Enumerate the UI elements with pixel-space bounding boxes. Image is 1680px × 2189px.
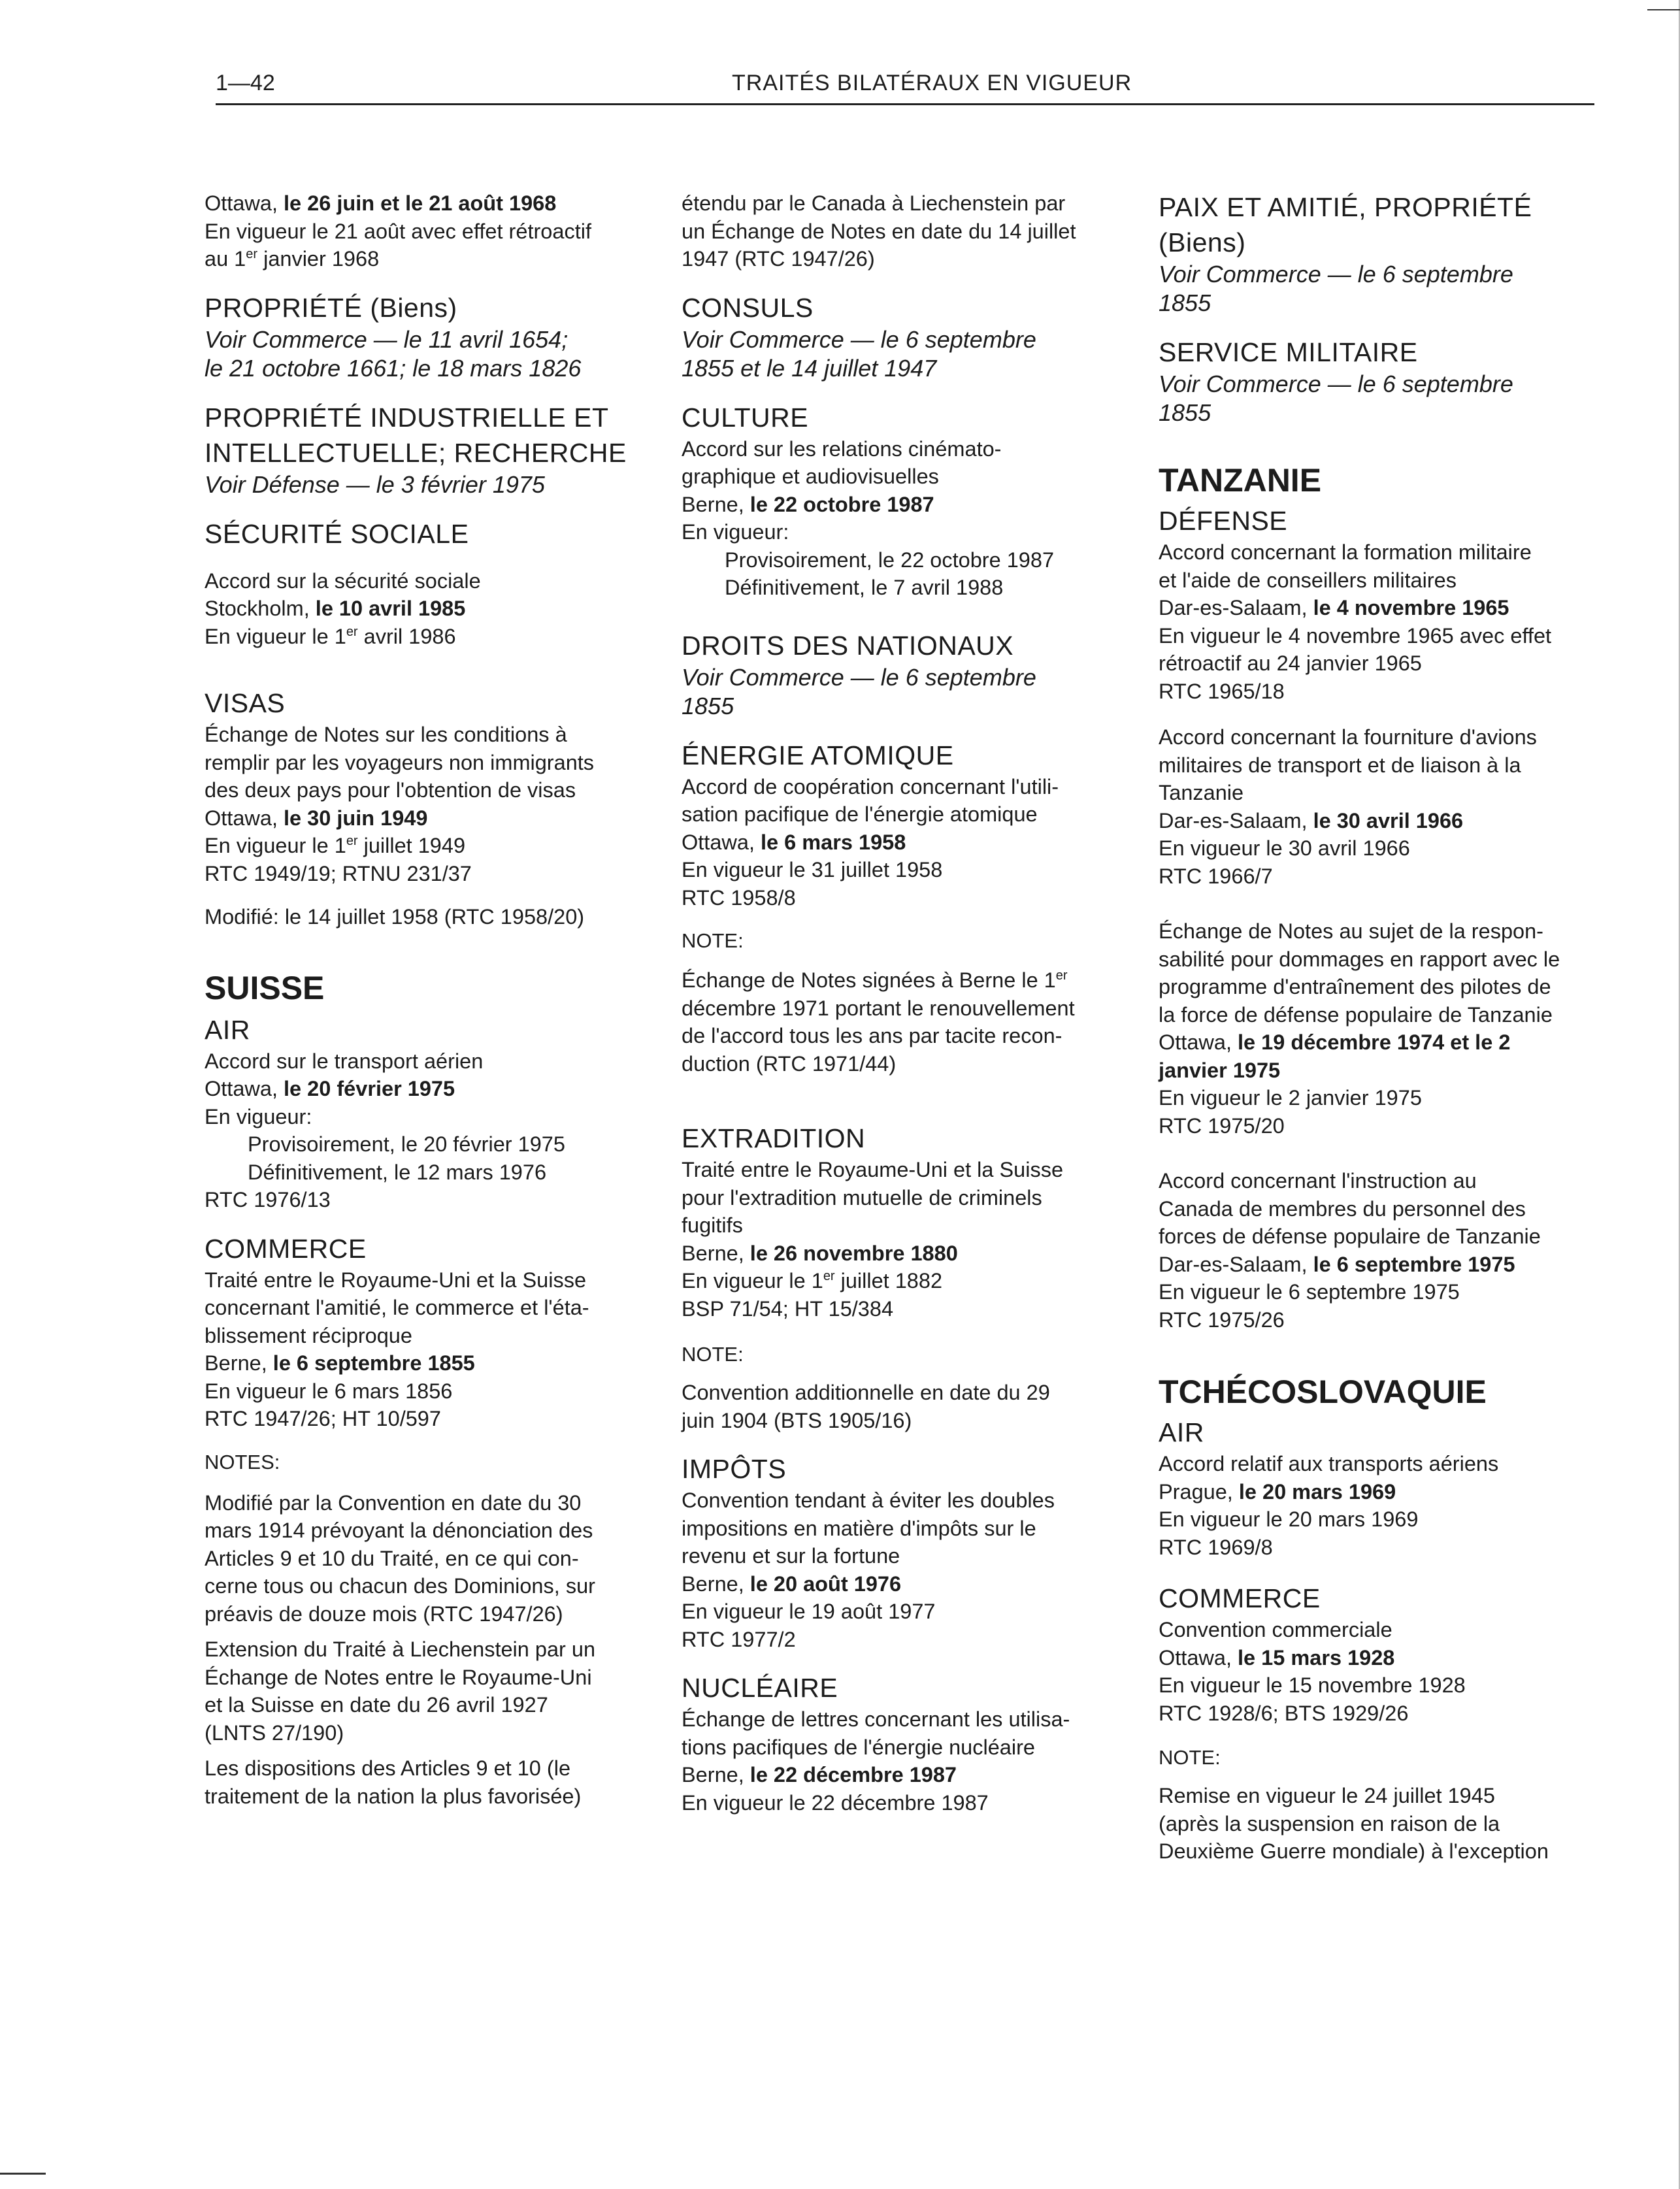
section-heading: DÉFENSE — [1159, 506, 1288, 536]
note-item: Remise en vigueur le 24 juillet 1945 (après la suspension en raison de la Deuxième Guerre mondiale) à l'exception — [1159, 1784, 1549, 1863]
section-heading: SÉCURITÉ SOCIALE — [205, 518, 469, 549]
notes-label: NOTE: — [682, 929, 744, 952]
section-securite-sociale: SÉCURITÉ SOCIALE Accord sur la sécurité sociale Stockholm, le 10 avril 1985 En vigueur le 1er avril 1986 — [205, 516, 662, 651]
section-propriete-industrielle — [205, 400, 662, 499]
section-commerce: COMMERCE Traité entre le Royaume-Uni et la Suisse concernant l'amitié, le commerce et l'éta- blissement réciproque Berne, le 6 septembre 1855 En vigueur le 6 mars 1856 RTC 1947/26; HT 10/597 NOTES: Modifié par la Convention en date du 30 mars 1914 prévoyant la dénonciation des Articles 9 et 10 du Traité, en ce qui con- cerne tous ou chacun des Dominions, sur préavis de douze mois (RTC 1947/26) Extension du Traité à Liechenstein par un Échange de Notes entre le Royaume-Uni et la Suisse en date du 26 avril 1927 (LNTS 27/190) Les dispositions des Articles 9 et 10 (le traitement de la nation la plus favorisée) — [205, 1231, 662, 1811]
country-heading-tchecoslovaquie: TCHÉCOSLOVAQUIE — [1159, 1374, 1487, 1410]
section-visas: VISAS Échange de Notes sur les conditions à remplir par les voyageurs non immigrants des deux pays pour l'obtention de visas Ottawa, le 30 juin 1949 En vigueur le 1er juillet 1949 RTC 1949/19; RTNU 231/37 Modifié: le 14 juillet 1958 (RTC 1958/20) — [205, 685, 662, 931]
section-heading: COMMERCE — [205, 1233, 367, 1264]
notes-label: NOTE: — [682, 1343, 744, 1366]
page-number: 1—42 — [216, 71, 275, 95]
cross-reference: Voir Commerce — le 6 septembre — [1159, 370, 1513, 397]
cross-reference: 1855 — [1159, 399, 1211, 426]
column-3 — [1159, 189, 1616, 1866]
section-heading: INTELLECTUELLE; RECHERCHE — [205, 437, 627, 468]
section-nucleaire: NUCLÉAIRE Échange de lettres concernant les utilisa- tions pacifiques de l'énergie nucléaire Berne, le 22 décembre 1987 En vigueur le 22 décembre 1987 — [682, 1670, 1139, 1817]
bottom-mark — [0, 2173, 46, 2175]
section-extradition: EXTRADITION Traité entre le Royaume-Uni et la Suisse pour l'extradition mutuelle de criminels fugitifs Berne, le 26 novembre 1880 En vigueur le 1er juillet 1882 BSP 71/54; HT 15/384 NOTE: Convention additionnelle en date du 29 juin 1904 (BTS 1905/16) — [682, 1121, 1139, 1434]
section-consuls — [682, 290, 1139, 383]
notes-label: NOTES: — [205, 1450, 280, 1473]
country-heading-suisse: SUISSE — [205, 969, 325, 1006]
notes-label: NOTE: — [1159, 1746, 1221, 1769]
entry-carryover: Ottawa, le 26 juin et le 21 août 1968 En vigueur le 21 août avec effet rétroactif au 1er janvier 1968 — [205, 191, 591, 271]
cross-reference: Voir Commerce — le 6 septembre — [682, 663, 1036, 691]
running-title: TRAITÉS BILATÉRAUX EN VIGUEUR — [732, 71, 1132, 95]
note-item: Convention additionnelle en date du 29 juin 1904 (BTS 1905/16) — [682, 1381, 1050, 1432]
section-heading: NUCLÉAIRE — [682, 1673, 838, 1703]
entry-carryover: étendu par le Canada à Liechenstein par un Échange de Notes en date du 14 juillet 1947 (RTC 1947/26) — [682, 191, 1076, 271]
treaty-entry: Accord concernant l'instruction au Canada de membres du personnel des forces de défense populaire de Tanzanie Dar-es-Salaam, le 6 septembre 1975 En vigueur le 6 septembre 1975 RTC 1975/26 — [1159, 1169, 1541, 1332]
treaty-entry: Échange de Notes au sujet de la respon- sabilité pour dommages en rapport avec le programme d'entraînement des pilotes de la force de défense populaire de Tanzanie Ottawa, le 19 décembre 1974 et le 2 janvier 1975 En vigueur le 2 janvier 1975 RTC 1975/20 — [1159, 919, 1560, 1138]
section-air: AIR Accord relatif aux transports aériens Prague, le 20 mars 1969 En vigueur le 20 mars 1969 RTC 1969/8 — [1159, 1415, 1616, 1561]
section-heading: PROPRIÉTÉ (Biens) — [205, 292, 457, 323]
cross-reference: Voir Défense — le 3 février 1975 — [205, 470, 545, 498]
note-item: Modifié par la Convention en date du 30 mars 1914 prévoyant la dénonciation des Articles 9 et 10 du Traité, en ce qui con- cerne tous ou chacun des Dominions, sur préavis de douze mois (RTC 1947/26) — [205, 1490, 595, 1626]
section-defense — [1159, 503, 1616, 1334]
section-heading: PAIX ET AMITIÉ, PROPRIÉTÉ — [1159, 192, 1532, 222]
cross-reference: 1855 — [682, 692, 734, 719]
note-item: Échange de Notes signées à Berne le 1er décembre 1971 portant le renouvellement de l'accord tous les ans par tacite recon- duction (RTC 1971/44) — [682, 968, 1075, 1076]
section-heading: DROITS DES NATIONAUX — [682, 630, 1014, 661]
section-heading: (Biens) — [1159, 227, 1246, 257]
section-commerce: COMMERCE Convention commerciale Ottawa, le 15 mars 1928 En vigueur le 15 novembre 1928 RTC 1928/6; BTS 1929/26 NOTE: Remise en vigueur le 24 juillet 1945 (après la suspension en raison de la Deuxième Guerre mondiale) à l'exception — [1159, 1581, 1616, 1866]
section-heading: AIR — [1159, 1417, 1204, 1447]
note-item: Les dispositions des Articles 9 et 10 (le traitement de la nation la plus favorisée) — [205, 1756, 582, 1808]
section-droits-des-nationaux — [682, 628, 1139, 721]
section-heading: AIR — [205, 1014, 250, 1045]
section-impots: IMPÔTS Convention tendant à éviter les doubles impositions en matière d'impôts sur le revenu et sur la fortune Berne, le 20 août 1976 En vigueur le 19 août 1977 RTC 1977/2 — [682, 1451, 1139, 1653]
section-heading: IMPÔTS — [682, 1454, 787, 1484]
section-paix-et-amitie — [1159, 189, 1616, 318]
column-1 — [205, 189, 662, 1810]
section-culture: CULTURE Accord sur les relations cinémato- graphique et audiovisuelles Berne, le 22 octobre 1987 En vigueur: Provisoirement, le 22 octobre 1987 Définitivement, le 7 avril 1988 — [682, 400, 1139, 602]
cross-reference: 1855 — [1159, 289, 1211, 316]
cross-reference: 1855 et le 14 juillet 1947 — [682, 354, 937, 382]
section-heading: CONSULS — [682, 292, 814, 323]
section-energie-atomique: ÉNERGIE ATOMIQUE Accord de coopération concernant l'utili- sation pacifique de l'énergie atomique Ottawa, le 6 mars 1958 En vigueur le 31 juillet 1958 RTC 1958/8 NOTE: Échange de Notes signées à Berne le 1er décembre 1971 portant le renouvellement de l'accord tous les ans par tacite recon- duction (RTC 1971/44) — [682, 738, 1139, 1078]
note-item: Extension du Traité à Liechenstein par un Échange de Notes entre le Royaume-Uni et la Suisse en date du 26 avril 1927 (LNTS 27/190) — [205, 1638, 596, 1745]
corner-mark — [1647, 9, 1680, 10]
section-heading: ÉNERGIE ATOMIQUE — [682, 740, 954, 770]
treaty-entry: Accord concernant la fourniture d'avions militaires de transport et de liaison à la Tanzanie Dar-es-Salaam, le 30 avril 1966 En vigueur le 30 avril 1966 RTC 1966/7 — [1159, 725, 1537, 888]
section-heading: EXTRADITION — [682, 1123, 866, 1153]
section-propriete — [205, 290, 662, 383]
cross-reference: le 21 octobre 1661; le 18 mars 1826 — [205, 354, 582, 382]
cross-reference: Voir Commerce — le 6 septembre — [1159, 261, 1513, 288]
column-2 — [682, 189, 1139, 1817]
page-header — [216, 71, 1594, 105]
section-air: AIR Accord sur le transport aérien Ottawa, le 20 février 1975 En vigueur: Provisoirement, le 20 février 1975 Définitivement, le 12 mars 1976 RTC 1976/13 — [205, 1012, 662, 1214]
section-heading: CULTURE — [682, 402, 809, 433]
section-service-militaire — [1159, 335, 1616, 427]
section-heading: SERVICE MILITAIRE — [1159, 337, 1418, 367]
section-heading: COMMERCE — [1159, 1583, 1321, 1613]
section-heading: PROPRIÉTÉ INDUSTRIELLE ET — [205, 402, 609, 433]
cross-reference: Voir Commerce — le 11 avril 1654; — [205, 325, 568, 353]
treaty-entry: Accord concernant la formation militaire et l'aide de conseillers militaires Dar-es-Salaam, le 4 novembre 1965 En vigueur le 4 novembre 1965 avec effet rétroactif au 24 janvier 1965 RTC 1965/18 — [1159, 540, 1552, 703]
cross-reference: Voir Commerce — le 6 septembre — [682, 325, 1036, 353]
country-heading-tanzanie: TANZANIE — [1159, 462, 1322, 499]
section-heading: VISAS — [205, 688, 286, 718]
